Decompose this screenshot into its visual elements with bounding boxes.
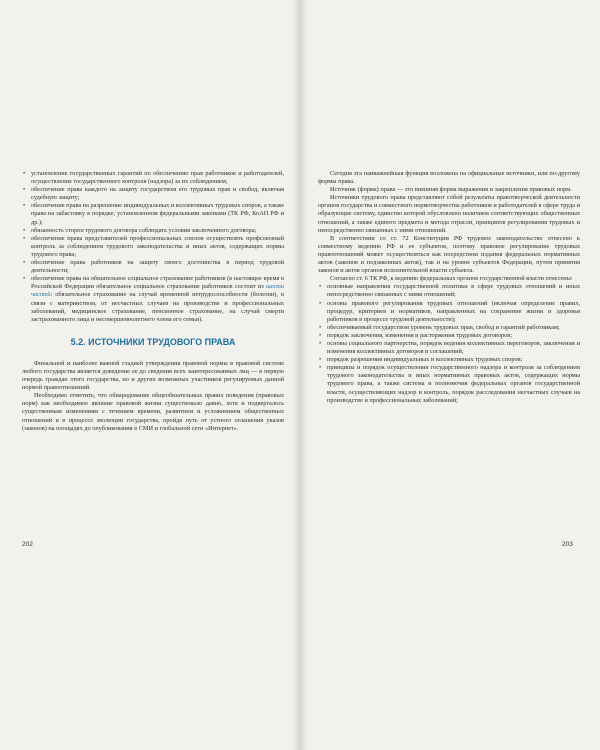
list-item: • обеспечение права представителей профессиональных союзов осуществлять профсоюзный контроль за соблюдением трудового законодательства и иных актов, содержащих нормы трудового права; (22, 235, 284, 259)
right-page (318, 170, 580, 405)
paragraph: Источник (форма) права — это внешняя форма выражения и закрепления правовых норм. (330, 186, 572, 194)
list-item (22, 275, 284, 324)
paragraph: В соответствии со ст. 72 Конституции РФ трудовое законодательство отнесено к совместному ведению РФ и ее субъектов, поэтому правовое регулирование трудовых правоотношений может осуществляться как посредством издания федеральных нормативных актов (законов и подзаконных актов), так и на уровне субъектов Федерации, путем принятия законов и актов органов исполнительной власти субъекта. (318, 234, 580, 275)
paragraph: Источники трудового права представляют собой результаты правотворческой деятельности органов государства и совместного нормотворчества работников и работодателей в сфере труда и образующие систему, единство которой обусловлено наличием соответствующих общественных отношений, а также единого предмета и метода отрасли, принципов регулирования трудовых и непосредственно связанных с ними отношений. (318, 194, 580, 234)
paragraph: Согласно ст. 6 ТК РФ, к ведению федеральных органов государственной власти отнесены: (330, 275, 573, 283)
list-item: • обеспечение права работников на защиту своего достоинства в период трудовой деятельности; (22, 259, 284, 275)
section-title: 5.2. ИСТОЧНИКИ ТРУДОВОГО ПРАВА (70, 336, 236, 347)
paragraph: Финальной и наиболее важной стадией утверждения правовой нормы в правовой системе любого государства является доведение ее до сведения всех заинтересованных лиц — в первую очередь граждан этого государства, но и других возможных участников регулируемых данной нормой правоотношений. (22, 359, 284, 392)
list-item: • установление государственных гарантий по обеспечению прав работников и работодателей, осуществление государственного контроля (надзора) за их соблюдением; (22, 170, 284, 186)
list-item: • принципы и порядок осуществления государственного надзора и контроля за соблюдением трудового законодательства и иных нормативных правовых актов, содержащих нормы трудового права, а также система и полномочия федеральных органов государственной власти, осуществляющих надзор и контроль, порядок расследования несчастных случаев на производстве и профессиональных заболеваний; (318, 364, 580, 404)
left-page (22, 170, 284, 433)
list-item: • основные направления государственной политики в сфере трудовых отношений и иных непосредственно связанных с ними отношений; (318, 283, 580, 299)
paragraph: Необходимо отметить, что обнародование общеобязательных правил поведения (правовых норм) как необходимое явление правовой жизни существовало давно, хотя и подвергалось существенным изменениям с течением времени, развитием и усложнением общественных отношений и в процессе эволюции государства, пройдя путь от устного оглашения указов (законов) на площадях до опубликования в СМИ и глобальной сети «Интернет». (22, 392, 284, 432)
list-item: • обязанность сторон трудового договора соблюдать условия заключенного договора; (22, 227, 284, 235)
list-item: • основы социального партнерства, порядок ведения коллективных переговоров, заключения и изменения коллективных договоров и соглашений; (318, 340, 580, 356)
list-item: • порядок заключения, изменения и расторжения трудовых договоров; (318, 332, 580, 340)
page-number-left: 202 (22, 541, 33, 548)
emphasized-text: шести частей (31, 283, 284, 299)
left-bullet-list (22, 170, 284, 324)
list-item: • основы правового регулирования трудовых отношений (включая определение правил, процедур, критериев и нормативов, направленных на сохранение жизни и здоровья работников в процессе трудовой деятельности); (318, 300, 580, 324)
book-gutter (292, 0, 308, 750)
right-bullet-list (318, 283, 580, 404)
list-item-text: обеспечение права на обязательное социальное страхование работников (в настоящее время в Российской Федерации обязательное социальное страхование работников состоит из (31, 275, 284, 291)
paragraph: Сегодня эта наиважнейшая функция возложена на официальные источники, или по-другому формы права. (318, 170, 580, 186)
list-item: • обеспечение права на разрешение индивидуальных и коллективных трудовых споров, а также права на забастовку в порядке, установленном федеральными законами (ТК РФ, КоАП РФ и др.); (22, 202, 284, 226)
list-item: • порядок разрешения индивидуальных и коллективных трудовых споров; (318, 356, 580, 364)
list-item: • обеспечение права каждого на защиту государством его трудовых прав и свобод, включая судебную защиту; (22, 186, 284, 202)
list-item: • обеспечиваемый государством уровень трудовых прав, свобод и гарантий работникам; (318, 324, 580, 332)
list-item-text: : обязательное страхование на случай временной нетрудоспособности (болезни), в связи с материнством, от несчастных случаев на производстве и профессиональных заболеваний, медицинское страхование, пенсионное страхование, на случай смерти застрахованного лица и несовершеннолетнего члена его семьи). (31, 291, 284, 323)
page-number-right: 203 (562, 541, 573, 548)
